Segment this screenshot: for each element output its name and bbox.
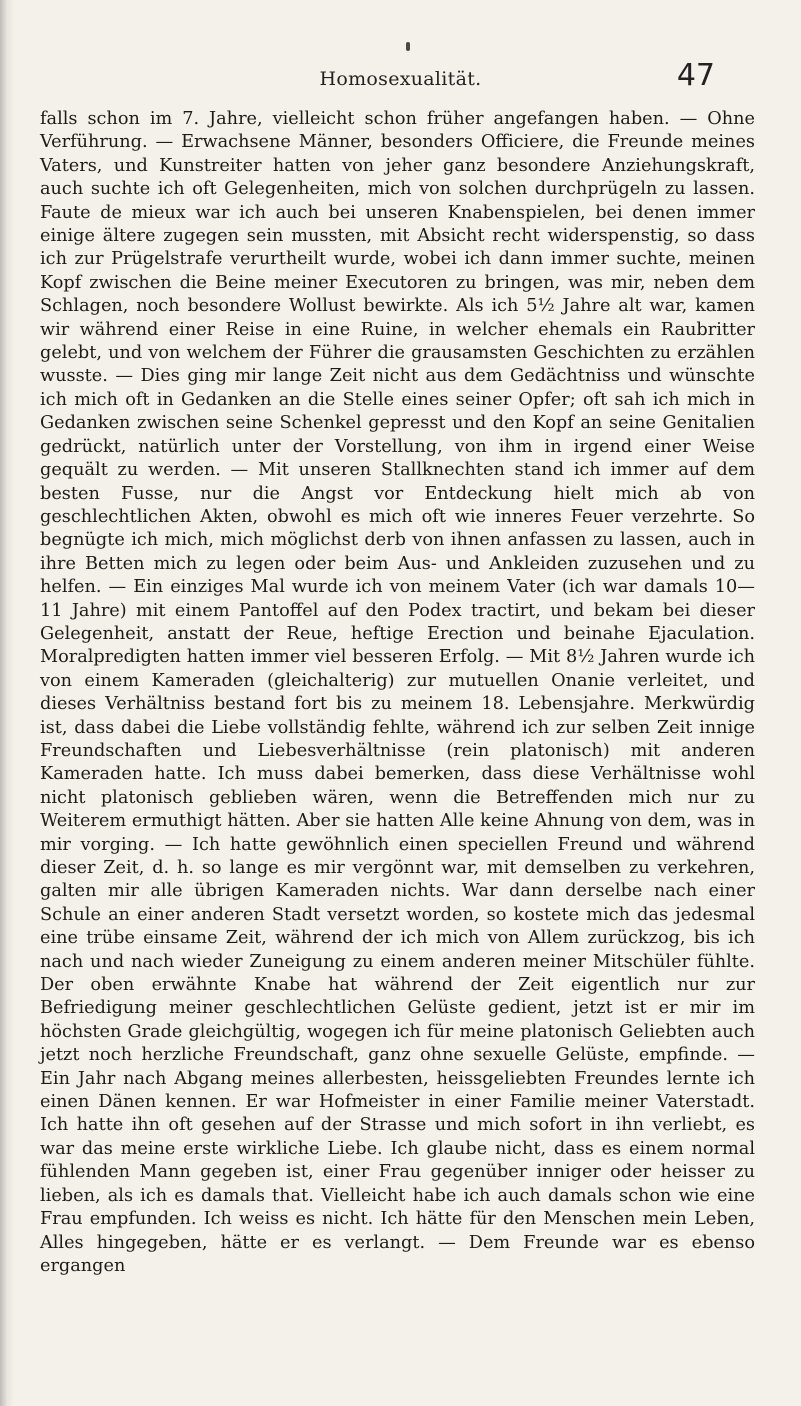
running-title: Homosexualität. (319, 68, 482, 90)
ink-speck (406, 42, 410, 51)
paragraph: falls schon im 7. Jahre, vielleicht schon früher angefangen haben. — Ohne Verführung. — Erwachsene Männer, besonders Officiere, die Freunde meines Vaters, und Kunstreiter hatten von jeher ganz besondere Anziehungskraft, auch suchte ich oft Gelegenheiten, mich von solchen durchprügeln zu lassen. Faute de mieux war ich auch bei unseren Knabenspielen, bei denen immer einige ältere zugegen sein mussten, mit Absicht recht widerspenstig, so dass ich zur Prügelstrafe verurtheilt wurde, wobei ich dann immer suchte, meinen Kopf zwischen die Beine meiner Executoren zu bringen, was mir, neben dem Schlagen, noch besondere Wollust bewirkte. Als ich 5½ Jahre alt war, kamen wir während einer Reise in eine Ruine, in welcher ehemals ein Raubritter gelebt, und von welchem der Führer die grausamsten Geschichten zu erzählen wusste. — Dies ging mir lange Zeit nicht aus dem Gedächtniss und wünschte ich mich oft in Gedanken an die Stelle eines seiner Opfer; oft sah ich mich in Gedanken zwischen seine Schenkel gepresst und den Kopf an seine Genitalien gedrückt, natürlich unter der Vorstellung, von ihm in irgend einer Weise gequält zu werden. — Mit unseren Stallknechten stand ich immer auf dem besten Fusse, nur die Angst vor Entdeckung hielt mich ab von geschlechtlichen Akten, obwohl es mich oft wie inneres Feuer verzehrte. So begnügte ich mich, mich möglichst derb von ihnen anfassen zu lassen, auch in ihre Betten mich zu legen oder beim Aus- und Ankleiden zuzusehen und zu helfen. — Ein einziges Mal wurde ich von meinem Vater (ich war damals 10—11 Jahre) mit einem Pantoffel auf den Podex tractirt, und bekam bei dieser Gelegenheit, anstatt der Reue, heftige Erection und beinahe Ejaculation. Moralpredigten hatten immer viel besseren Erfolg. — Mit 8½ Jahren wurde ich von einem Kameraden (gleichalterig) zur mutuellen Onanie verleitet, und dieses Verhältniss bestand fort bis zu meinem 18. Lebensjahre. Merkwürdig ist, dass dabei die Liebe vollständig fehlte, während ich zur selben Zeit innige Freundschaften und Liebesverhältnisse (rein platonisch) mit anderen Kameraden hatte. Ich muss dabei bemerken, dass diese Verhältnisse wohl nicht platonisch geblieben wären, wenn die Betreffenden mich nur zu Weiterem ermuthigt hätten. Aber sie hatten Alle keine Ahnung von dem, was in mir vorging. — Ich hatte gewöhnlich einen speciellen Freund und während dieser Zeit, d. h. so lange es mir vergönnt war, mit demselben zu verkehren, galten mir alle übrigen Kameraden nichts. War dann derselbe nach einer Schule an einer anderen Stadt versetzt worden, so kostete mich das jedesmal eine trübe einsame Zeit, während der ich mich von Allem zurückzog, bis ich nach und nach wieder Zuneigung zu einem anderen meiner Mitschüler fühlte. Der oben erwähnte Knabe hat während der Zeit eigentlich nur zur Befriedigung meiner geschlechtlichen Gelüste gedient, jetzt ist er mir im höchsten Grade gleichgültig, wogegen ich für meine platonisch Geliebten auch jetzt noch herzliche Freundschaft, ganz ohne sexuelle Gelüste, empfinde. — Ein Jahr nach Abgang meines allerbesten, heissgeliebten Freundes lernte ich einen Dänen kennen. Er war Hofmeister in einer Familie meiner Vaterstadt. Ich hatte ihn oft gesehen auf der Strasse und mich sofort in ihn verliebt, es war das meine erste wirkliche Liebe. Ich glaube nicht, dass es einem normal fühlenden Mann gegeben ist, einer Frau gegenüber inniger oder heisser zu lieben, als ich es damals that. Vielleicht habe ich auch damals schon wie eine Frau empfunden. Ich weiss es nicht. Ich hätte für den Menschen mein Leben, Alles hingegeben, hätte er es verlangt. — Dem Freunde war es ebenso ergangen (40, 109, 755, 1276)
body-text-block (40, 108, 755, 1278)
page-number: 47 (676, 58, 715, 93)
page-header (0, 58, 801, 98)
